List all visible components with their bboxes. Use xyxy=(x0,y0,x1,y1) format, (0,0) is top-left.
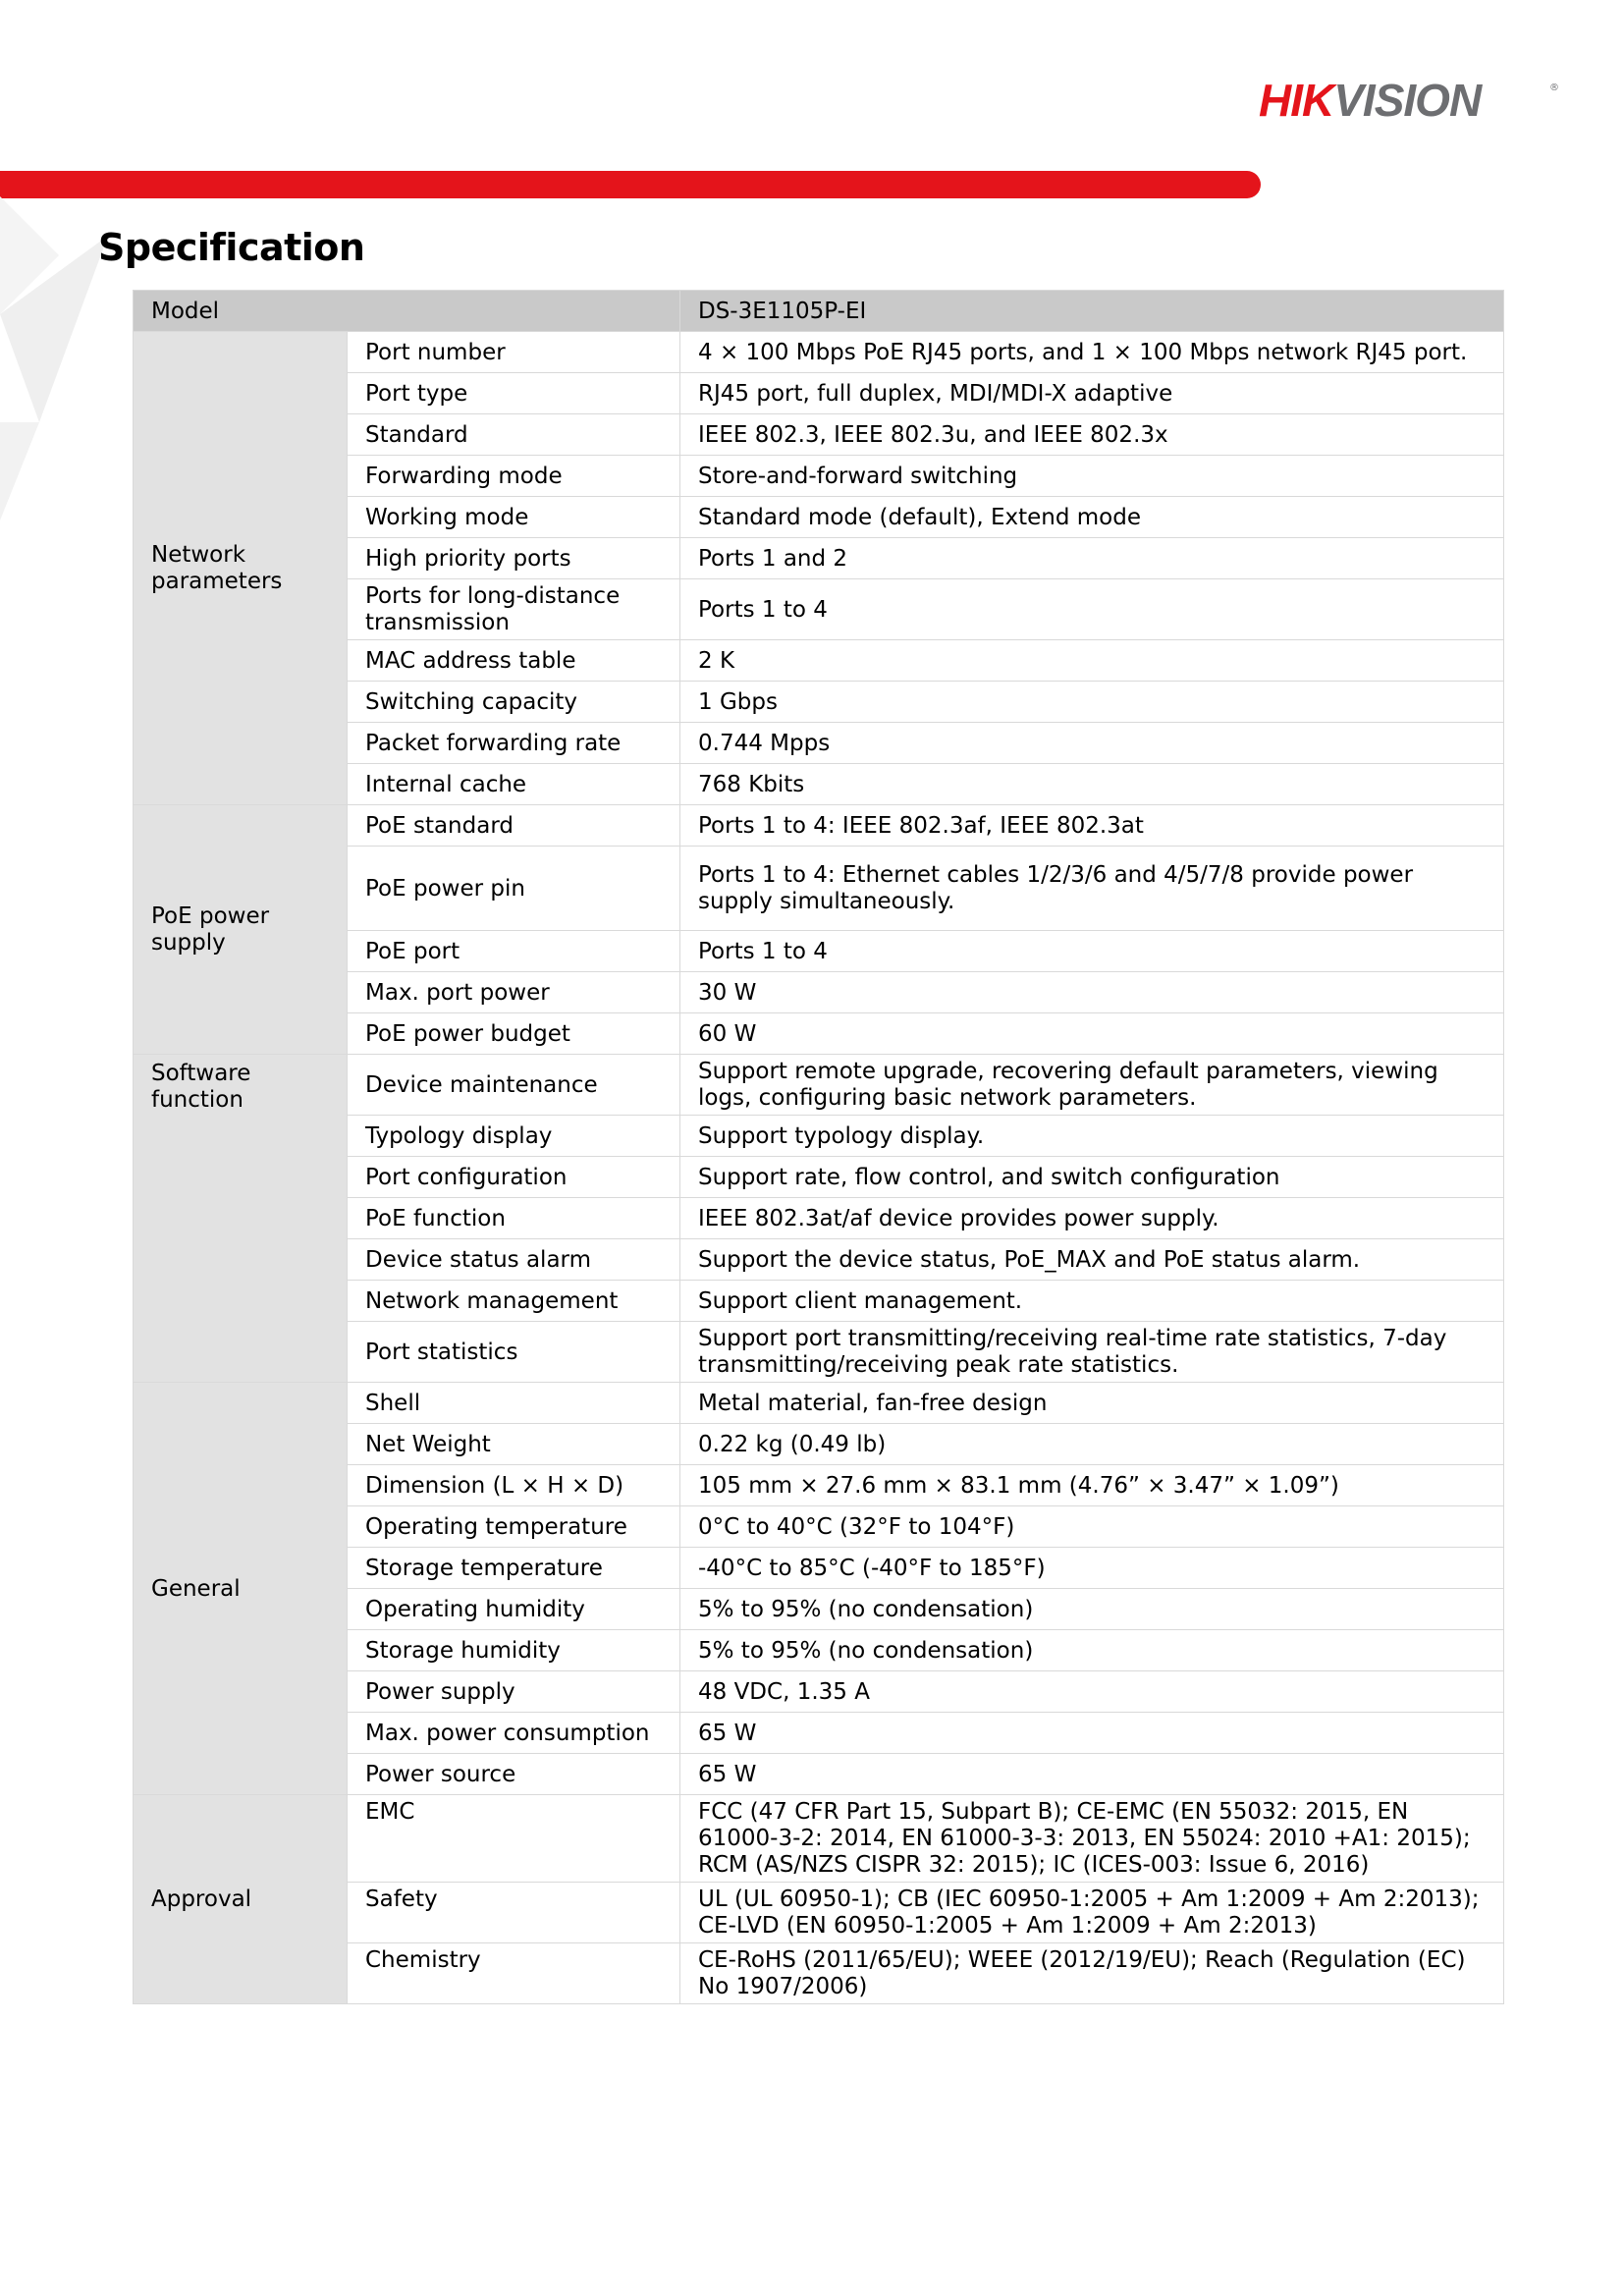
param-label: EMC xyxy=(348,1795,680,1883)
param-value: Ports 1 to 4: Ethernet cables 1/2/3/6 and 4/5/7/8 provide power supply simultaneously. xyxy=(680,847,1504,931)
param-label: Port configuration xyxy=(348,1157,680,1198)
table-header-row xyxy=(134,291,1504,332)
param-label: PoE standard xyxy=(348,805,680,847)
param-value: Ports 1 to 4 xyxy=(680,931,1504,972)
param-value: 30 W xyxy=(680,972,1504,1013)
specification-table xyxy=(133,290,1504,2004)
param-label: Working mode xyxy=(348,497,680,538)
param-label: Standard xyxy=(348,414,680,456)
param-label: Switching capacity xyxy=(348,682,680,723)
param-label: Network management xyxy=(348,1281,680,1322)
model-value: DS-3E1105P-EI xyxy=(680,291,1504,332)
param-label: Device status alarm xyxy=(348,1239,680,1281)
category-general: General xyxy=(134,1383,348,1795)
table-row xyxy=(134,1383,1504,1424)
param-label: Shell xyxy=(348,1383,680,1424)
param-value: 65 W xyxy=(680,1713,1504,1754)
category-approval: Approval xyxy=(134,1795,348,2004)
param-label: Forwarding mode xyxy=(348,456,680,497)
param-label: High priority ports xyxy=(348,538,680,579)
param-value: RJ45 port, full duplex, MDI/MDI-X adaptive xyxy=(680,373,1504,414)
table-row xyxy=(134,1055,1504,1116)
param-value: 4 × 100 Mbps PoE RJ45 ports, and 1 × 100 Mbps network RJ45 port. xyxy=(680,332,1504,373)
param-value: -40°C to 85°C (-40°F to 185°F) xyxy=(680,1548,1504,1589)
table-row xyxy=(134,805,1504,847)
param-label: Max. power consumption xyxy=(348,1713,680,1754)
param-label: Port number xyxy=(348,332,680,373)
param-value: 65 W xyxy=(680,1754,1504,1795)
table-row xyxy=(134,1795,1504,1883)
param-label: Operating temperature xyxy=(348,1506,680,1548)
param-value: Ports 1 and 2 xyxy=(680,538,1504,579)
param-label: Storage temperature xyxy=(348,1548,680,1589)
param-value: Ports 1 to 4 xyxy=(680,579,1504,640)
param-value: 2 K xyxy=(680,640,1504,682)
param-value: 60 W xyxy=(680,1013,1504,1055)
model-label: Model xyxy=(134,291,680,332)
category-software-function: Software function xyxy=(134,1055,348,1383)
param-label: Port type xyxy=(348,373,680,414)
param-label: PoE power budget xyxy=(348,1013,680,1055)
param-value: 1 Gbps xyxy=(680,682,1504,723)
param-label: Ports for long-distance transmission xyxy=(348,579,680,640)
param-value: Ports 1 to 4: IEEE 802.3af, IEEE 802.3at xyxy=(680,805,1504,847)
param-value: IEEE 802.3at/af device provides power supply. xyxy=(680,1198,1504,1239)
svg-text:HIKVISION: HIKVISION xyxy=(1259,77,1482,126)
header-accent-bar xyxy=(0,171,1261,198)
svg-text:®: ® xyxy=(1549,82,1559,93)
hikvision-logo xyxy=(1259,77,1561,126)
param-value: Support remote upgrade, recovering default parameters, viewing logs, configuring basic network parameters. xyxy=(680,1055,1504,1116)
param-label: PoE power pin xyxy=(348,847,680,931)
param-label: Operating humidity xyxy=(348,1589,680,1630)
param-value: Support the device status, PoE_MAX and PoE status alarm. xyxy=(680,1239,1504,1281)
param-value: 5% to 95% (no condensation) xyxy=(680,1630,1504,1671)
param-value: UL (UL 60950-1); CB (IEC 60950-1:2005 + Am 1:2009 + Am 2:2013); CE-LVD (EN 60950-1:2005 + Am 1:2009 + Am 2:2013) xyxy=(680,1883,1504,1943)
param-value: Support client management. xyxy=(680,1281,1504,1322)
param-label: Typology display xyxy=(348,1116,680,1157)
param-label: PoE port xyxy=(348,931,680,972)
param-label: Port statistics xyxy=(348,1322,680,1383)
param-label: Internal cache xyxy=(348,764,680,805)
param-value: Support typology display. xyxy=(680,1116,1504,1157)
param-value: 105 mm × 27.6 mm × 83.1 mm (4.76” × 3.47” × 1.09”) xyxy=(680,1465,1504,1506)
category-network-parameters: Network parameters xyxy=(134,332,348,805)
param-value: 0.744 Mpps xyxy=(680,723,1504,764)
page-title: Specification xyxy=(98,226,365,269)
param-value: Metal material, fan-free design xyxy=(680,1383,1504,1424)
category-poe-power-supply: PoE power supply xyxy=(134,805,348,1055)
param-value: CE-RoHS (2011/65/EU); WEEE (2012/19/EU); Reach (Regulation (EC) No 1907/2006) xyxy=(680,1943,1504,2004)
param-label: Chemistry xyxy=(348,1943,680,2004)
param-value: Store-and-forward switching xyxy=(680,456,1504,497)
param-value: FCC (47 CFR Part 15, Subpart B); CE-EMC (EN 55032: 2015, EN 61000-3-2: 2014, EN 61000-3-3: 2013, EN 55024: 2010 +A1: 2015); RCM (AS/NZS CISPR 32: 2015); IC (ICES-003: Issue 6, 2016) xyxy=(680,1795,1504,1883)
param-label: MAC address table xyxy=(348,640,680,682)
param-value: 5% to 95% (no condensation) xyxy=(680,1589,1504,1630)
param-label: Dimension (L × H × D) xyxy=(348,1465,680,1506)
param-label: Device maintenance xyxy=(348,1055,680,1116)
param-value: 0.22 kg (0.49 lb) xyxy=(680,1424,1504,1465)
param-value: Standard mode (default), Extend mode xyxy=(680,497,1504,538)
param-label: Packet forwarding rate xyxy=(348,723,680,764)
param-value: IEEE 802.3, IEEE 802.3u, and IEEE 802.3x xyxy=(680,414,1504,456)
param-label: Power source xyxy=(348,1754,680,1795)
table-row xyxy=(134,332,1504,373)
param-label: Power supply xyxy=(348,1671,680,1713)
param-value: 48 VDC, 1.35 A xyxy=(680,1671,1504,1713)
param-value: 768 Kbits xyxy=(680,764,1504,805)
param-label: Net Weight xyxy=(348,1424,680,1465)
param-label: Storage humidity xyxy=(348,1630,680,1671)
param-label: Safety xyxy=(348,1883,680,1943)
param-value: 0°C to 40°C (32°F to 104°F) xyxy=(680,1506,1504,1548)
param-value: Support port transmitting/receiving real-time rate statistics, 7-day transmitting/receiving peak rate statistics. xyxy=(680,1322,1504,1383)
param-label: Max. port power xyxy=(348,972,680,1013)
param-value: Support rate, flow control, and switch configuration xyxy=(680,1157,1504,1198)
param-label: PoE function xyxy=(348,1198,680,1239)
